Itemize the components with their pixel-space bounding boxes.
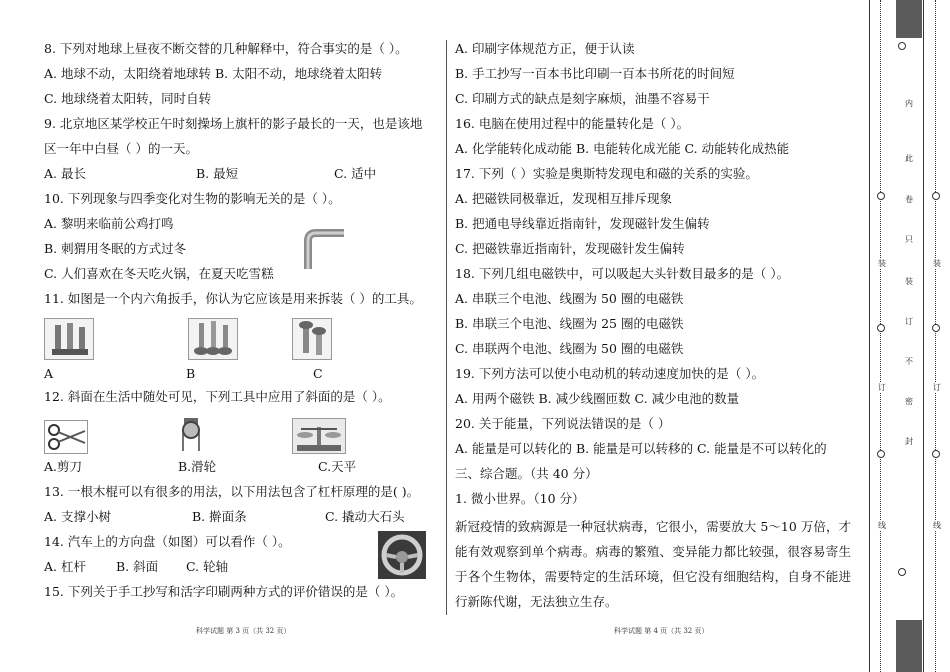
binding-ring-3 [877, 192, 885, 200]
q17-option-b: B. 把通电导线靠近指南针，发现磁针发生偏转 [455, 216, 710, 231]
q18-option-b: B. 串联三个电池、线圈为 25 圈的电磁铁 [455, 316, 684, 331]
q16-options: A. 化学能转化成动能 B. 电能转化成光能 C. 动能转化成热能 [455, 141, 790, 156]
q13-option-c: C. 撬动大石头 [325, 509, 405, 524]
q12-label-b: B.滑轮 [178, 459, 217, 474]
q18-option-a: A. 串联三个电池、线圈为 50 圈的电磁铁 [455, 291, 684, 306]
binding-ring-6 [932, 192, 940, 200]
binding-gray-top [896, 0, 922, 38]
balance-scale-image [292, 418, 346, 454]
q11-stem: 11. 如图是一个内六角扳手，你认为它应该是用来拆装（ ）的工具。 [44, 291, 422, 306]
q12-stem: 12. 斜面在生活中随处可见，下列工具中应用了斜面的是（ ）。 [44, 389, 391, 404]
binding-char-1: 内 [905, 99, 913, 108]
q15-option-b: B. 手工抄写一百本书比印刷一百本书所花的时间短 [455, 66, 735, 81]
binding-ring-7 [932, 324, 940, 332]
binding-char-9: 封 [905, 437, 913, 446]
q12-label-c: C.天平 [318, 459, 357, 474]
column-divider [446, 40, 447, 615]
q19-options: A. 用两个磁铁 B. 减少线圈匝数 C. 减少电池的数量 [455, 391, 740, 406]
q11-label-a: A [44, 366, 54, 381]
section-3-q1-title: 1. 微小世界。（10 分） [455, 491, 585, 506]
q12-label-a: A.剪刀 [44, 459, 83, 474]
q15-option-a: A. 印刷字体规范方正，便于认读 [455, 41, 635, 56]
scissors-image [44, 420, 88, 454]
binding-char-5: 装 [905, 277, 913, 286]
binding-label-ding: 订 [878, 383, 886, 392]
binding-ring-2 [898, 568, 906, 576]
q13-option-b: B. 擀面条 [192, 509, 247, 524]
q9-stem: 9. 北京地区某学校正午时刻操场上旗杆的影子最长的一天，也是该地 [44, 116, 423, 131]
q15-option-c: C. 印刷方式的缺点是刻字麻烦，油墨不容易干 [455, 91, 710, 106]
binding-label-xian-2: 线 [933, 521, 941, 530]
q14-option-c: C. 轮轴 [186, 559, 229, 574]
q9-stem-cont: 区一年中白昼（ ）的一天。 [44, 141, 198, 156]
binding-ring-5 [877, 450, 885, 458]
binding-char-7: 不 [905, 357, 913, 366]
hex-key-image [300, 227, 346, 271]
binding-strip [869, 0, 924, 672]
q10-stem: 10. 下列现象与四季变化对生物的影响无关的是（ ）。 [44, 191, 341, 206]
q15-stem: 15. 下列关于手工抄写和活字印刷两种方式的评价错误的是（ ）。 [44, 584, 404, 599]
q18-option-c: C. 串联两个电池、线圈为 50 圈的电磁铁 [455, 341, 684, 356]
q19-stem: 19. 下列方法可以使小电动机的转动速度加快的是（ ）。 [455, 366, 765, 381]
q20-options: A. 能量是可以转化的 B. 能量是可以转移的 C. 能量是不可以转化的 [455, 441, 827, 456]
q8-stem: 8. 下列对地球上昼夜不断交替的几种解释中，符合事实的是（ ）。 [44, 41, 408, 56]
q14-stem: 14. 汽车上的方向盘（如图）可以看作（ ）。 [44, 534, 291, 549]
q11-image-b [188, 318, 238, 360]
q11-label-b: B [186, 366, 196, 381]
binding-ring-4 [877, 324, 885, 332]
steering-wheel-image [378, 531, 426, 579]
pulley-image [178, 416, 204, 452]
binding-char-8: 密 [905, 397, 913, 406]
q16-stem: 16. 电脑在使用过程中的能量转化是（ ）。 [455, 116, 690, 131]
section-3-heading: 三、综合题。（共 40 分） [455, 466, 598, 481]
binding-label-ding-2: 订 [933, 383, 941, 392]
binding-char-4: 只 [905, 235, 913, 244]
q8-option-c: C. 地球绕着太阳转，同时自转 [44, 91, 212, 106]
q17-option-c: C. 把磁铁靠近指南针，发现磁针发生偏转 [455, 241, 685, 256]
q17-option-a: A. 把磁铁同极靠近，发现相互排斥现象 [455, 191, 672, 206]
footer-right: 科学试题 第 4 页（共 32 页） [614, 627, 709, 635]
q13-option-a: A. 支撑小树 [44, 509, 111, 524]
binding-gray-bottom [896, 620, 922, 672]
q9-option-c: C. 适中 [334, 166, 377, 181]
q17-stem: 17. 下列（ ）实验是奥斯特发现电和磁的关系的实验。 [455, 166, 758, 181]
q8-options-ab: A. 地球不动，太阳绕着地球转 B. 太阳不动，地球绕着太阳转 [44, 66, 383, 81]
binding-label-zhuang: 装 [878, 259, 886, 268]
virus-paragraph: 新冠疫情的致病源是一种冠状病毒，它很小，需要放大 5～10 万倍，才能有效观察到单个病毒。病毒的繁殖、变异能力都比较强，很容易寄生于各个生物体，需要特定的生活环境，但它没有细胞结构，自身不能进行新陈代谢，无法独立生存。 [455, 519, 851, 609]
binding-ring-1 [898, 42, 906, 50]
q10-option-a: A. 黎明来临前公鸡打鸣 [44, 216, 174, 231]
binding-dotted-line-inner [935, 0, 936, 672]
q18-stem: 18. 下列几组电磁铁中，可以吸起大头针数目最多的是（ ）。 [455, 266, 790, 281]
binding-label-xian: 线 [878, 521, 886, 530]
q20-stem: 20. 关于能量，下列说法错误的是（ ） [455, 416, 671, 431]
q9-option-b: B. 最短 [196, 166, 239, 181]
binding-char-2: 此 [905, 154, 913, 163]
footer-left: 科学试题 第 3 页（共 32 页） [196, 627, 291, 635]
q14-option-a: A. 杠杆 [44, 559, 86, 574]
q10-option-b: B. 刺猬用冬眠的方式过冬 [44, 241, 187, 256]
q11-image-c [292, 318, 332, 360]
q11-image-a [44, 318, 94, 360]
q11-label-c: C [313, 366, 323, 381]
binding-char-3: 卷 [905, 195, 913, 204]
q9-option-a: A. 最长 [44, 166, 86, 181]
q13-stem: 13. 一根木棍可以有很多的用法，以下用法包含了杠杆原理的是( )。 [44, 484, 420, 499]
binding-label-zhuang-2: 装 [933, 259, 941, 268]
binding-char-6: 订 [905, 317, 913, 326]
q10-option-c: C. 人们喜欢在冬天吃火锅，在夏天吃雪糕 [44, 266, 274, 281]
q14-option-b: B. 斜面 [116, 559, 159, 574]
binding-ring-8 [932, 450, 940, 458]
